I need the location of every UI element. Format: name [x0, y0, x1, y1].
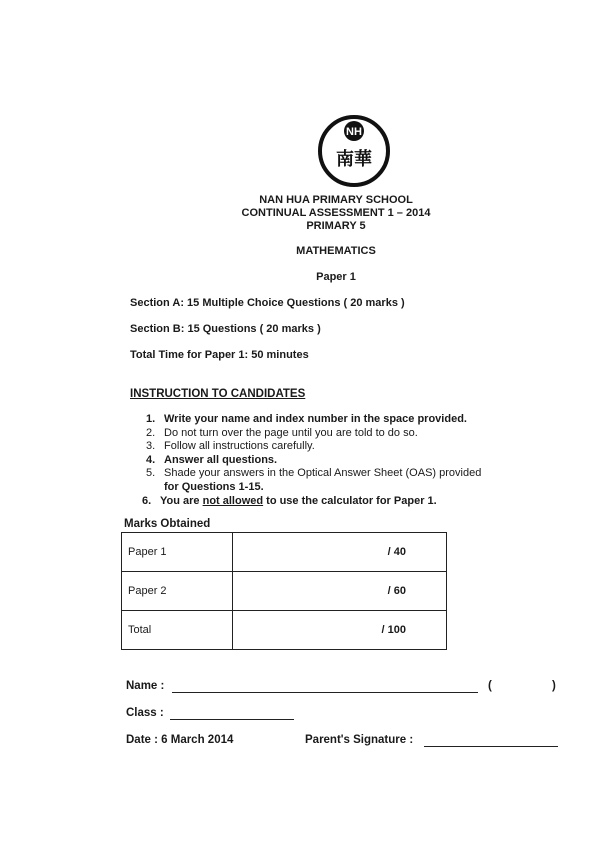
table-row — [122, 611, 447, 650]
instruction-item: 3. Follow all instructions carefully. — [146, 440, 315, 453]
total-time-info: Total Time for Paper 1: 50 minutes — [130, 349, 309, 361]
marks-row-label: Paper 1 — [122, 533, 233, 572]
class-label: Class : — [126, 707, 164, 719]
name-line[interactable] — [172, 692, 478, 693]
index-close-paren: ) — [552, 680, 556, 692]
instruction-item: 1. Write your name and index number in the space provided. — [146, 413, 467, 425]
marks-row-value: / 40 — [233, 533, 447, 572]
level-title: PRIMARY 5 — [306, 220, 366, 232]
instructions-title: INSTRUCTION TO CANDIDATES — [130, 388, 306, 400]
marks-table — [121, 532, 447, 650]
section-a-info: Section A: 15 Multiple Choice Questions ( 20 marks ) — [130, 297, 405, 309]
class-line[interactable] — [170, 719, 294, 720]
logo-initials: NH — [346, 126, 362, 138]
marks-row-value: / 100 — [233, 611, 447, 650]
instruction-item: 4. Answer all questions. — [146, 453, 278, 466]
instruction-item: 6. You are not allowed to use the calculator for Paper 1. — [142, 494, 437, 507]
logo-chinese: 南華 — [336, 149, 372, 170]
section-b-info: Section B: 15 Questions ( 20 marks ) — [130, 323, 321, 335]
marks-row-value: / 60 — [233, 572, 447, 611]
name-label: Name : — [126, 680, 165, 692]
signature-label: Parent's Signature : — [305, 734, 414, 746]
school-logo — [316, 113, 392, 189]
index-open-paren: ( — [488, 680, 492, 692]
marks-obtained-label: Marks Obtained — [124, 518, 211, 530]
school-name: NAN HUA PRIMARY SCHOOL — [259, 194, 413, 206]
subject-title: MATHEMATICS — [296, 245, 376, 257]
signature-line[interactable] — [424, 746, 558, 747]
table-row — [122, 572, 447, 611]
paper-title: Paper 1 — [316, 271, 356, 283]
assessment-title: CONTINUAL ASSESSMENT 1 – 2014 — [241, 207, 431, 219]
instruction-item: 2. Do not turn over the page until you are told to do so. — [146, 426, 418, 439]
instruction-item: 5. Shade your answers in the Optical Answer Sheet (OAS) provided for Questions 1-15. — [146, 467, 482, 493]
marks-row-label: Paper 2 — [122, 572, 233, 611]
date-label: Date : 6 March 2014 — [126, 734, 234, 746]
marks-row-label: Total — [122, 611, 233, 650]
table-row — [122, 533, 447, 572]
instructions-list — [142, 413, 482, 508]
